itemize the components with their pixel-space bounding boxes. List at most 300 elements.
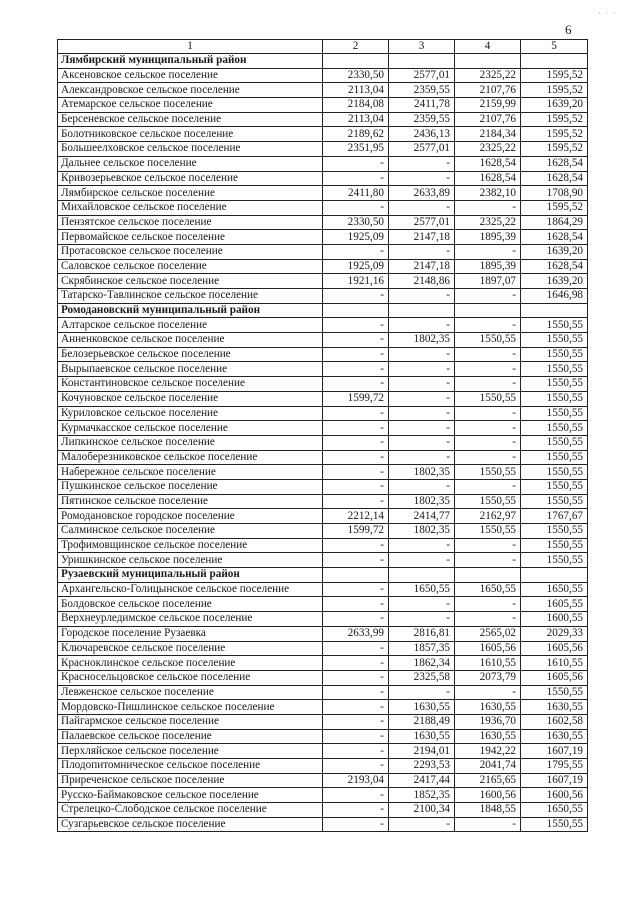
rate-value-col-2: - <box>323 612 389 627</box>
rate-value-col-3: 2577,01 <box>389 215 455 230</box>
rate-value-col-4: 2382,10 <box>455 186 521 201</box>
settlement-name: Ключаревское сельское поселение <box>58 641 323 656</box>
rate-value-col-5: 1550,55 <box>521 450 588 465</box>
rate-value-col-4: 2107,76 <box>455 83 521 98</box>
table-row <box>58 435 588 450</box>
rate-value-col-4: 2325,22 <box>455 68 521 83</box>
rate-value-col-3: 2147,18 <box>389 230 455 245</box>
rate-value-col-3: - <box>389 244 455 259</box>
rate-value-col-3: 2359,55 <box>389 112 455 127</box>
rate-value-col-3: 1630,55 <box>389 700 455 715</box>
table-row <box>58 421 588 436</box>
rate-value-col-5: 1595,52 <box>521 112 588 127</box>
rate-value-col-2: - <box>323 244 389 259</box>
section-empty-cell <box>521 303 588 318</box>
settlement-name: Саловское сельское поселение <box>58 259 323 274</box>
rate-value-col-3: 2147,18 <box>389 259 455 274</box>
rate-value-col-3: - <box>389 318 455 333</box>
rate-value-col-4: - <box>455 685 521 700</box>
rate-value-col-2: - <box>323 479 389 494</box>
section-empty-cell <box>323 54 389 69</box>
rate-value-col-4: - <box>455 450 521 465</box>
rate-value-col-2: - <box>323 729 389 744</box>
rate-value-col-3: - <box>389 156 455 171</box>
table-row <box>58 744 588 759</box>
rate-value-col-5: 1550,55 <box>521 391 588 406</box>
rate-value-col-3: 2188,49 <box>389 714 455 729</box>
rate-value-col-4: - <box>455 597 521 612</box>
table-row <box>58 230 588 245</box>
rate-value-col-4: - <box>455 817 521 832</box>
settlement-name: Болотниковское сельское поселение <box>58 127 323 142</box>
settlement-name: Алтарское сельское поселение <box>58 318 323 333</box>
rate-value-col-5: 1550,55 <box>521 318 588 333</box>
table-row <box>58 656 588 671</box>
district-title: Лямбирский муниципальный район <box>58 54 323 69</box>
rate-value-col-2: 2113,04 <box>323 112 389 127</box>
rate-value-col-5: 1550,55 <box>521 817 588 832</box>
rate-value-col-4: - <box>455 612 521 627</box>
rate-value-col-3: 1802,35 <box>389 465 455 480</box>
table-row <box>58 479 588 494</box>
rate-value-col-4: - <box>455 362 521 377</box>
rate-value-col-5: 1550,55 <box>521 406 588 421</box>
table-row <box>58 362 588 377</box>
rate-value-col-2: - <box>323 406 389 421</box>
rate-value-col-5: 1646,98 <box>521 289 588 304</box>
column-header-1: 1 <box>58 40 323 54</box>
rate-value-col-2: - <box>323 803 389 818</box>
rate-value-col-3: - <box>389 377 455 392</box>
rate-value-col-4: 1550,55 <box>455 494 521 509</box>
rate-value-col-5: 1550,55 <box>521 465 588 480</box>
section-empty-cell <box>455 54 521 69</box>
rate-value-col-4: 2325,22 <box>455 142 521 157</box>
settlement-name: Скрябинское сельское поселение <box>58 274 323 289</box>
rate-value-col-3: - <box>389 289 455 304</box>
table-row <box>58 788 588 803</box>
section-header-row <box>58 303 588 318</box>
settlement-name: Красноклинское сельское поселение <box>58 656 323 671</box>
table-row <box>58 112 588 127</box>
rate-value-col-5: 1550,55 <box>521 435 588 450</box>
settlement-name: Городское поселение Рузаевка <box>58 626 323 641</box>
rate-value-col-3: 1650,55 <box>389 582 455 597</box>
rate-value-col-3: 1802,35 <box>389 333 455 348</box>
settlement-name: Пензятское сельское поселение <box>58 215 323 230</box>
table-row <box>58 347 588 362</box>
rate-value-col-4: 1550,55 <box>455 333 521 348</box>
table-row <box>58 127 588 142</box>
section-header-row <box>58 54 588 69</box>
rate-value-col-3: - <box>389 391 455 406</box>
table-row <box>58 244 588 259</box>
rate-value-col-5: 1607,19 <box>521 744 588 759</box>
rate-value-col-3: 1857,35 <box>389 641 455 656</box>
table-row <box>58 156 588 171</box>
scan-mark: · · · <box>598 8 617 18</box>
table-row <box>58 553 588 568</box>
rate-value-col-2: 2193,04 <box>323 773 389 788</box>
table-row <box>58 700 588 715</box>
rate-value-col-2: - <box>323 347 389 362</box>
section-empty-cell <box>455 303 521 318</box>
table-row <box>58 83 588 98</box>
table-row <box>58 186 588 201</box>
rate-value-col-3: 2577,01 <box>389 142 455 157</box>
rate-value-col-4: - <box>455 318 521 333</box>
table-row <box>58 465 588 480</box>
rate-value-col-2: - <box>323 670 389 685</box>
rate-value-col-2: 2411,80 <box>323 186 389 201</box>
settlement-name: Белозерьевское сельское поселение <box>58 347 323 362</box>
rate-value-col-5: 1639,20 <box>521 274 588 289</box>
rate-value-col-5: 1650,55 <box>521 582 588 597</box>
rate-value-col-3: - <box>389 362 455 377</box>
rate-value-col-3: 1802,35 <box>389 494 455 509</box>
settlement-name: Михайловское сельское поселение <box>58 200 323 215</box>
rate-value-col-5: 1605,56 <box>521 641 588 656</box>
settlement-name: Кривозерьевское сельское поселение <box>58 171 323 186</box>
rate-value-col-4: 2073,79 <box>455 670 521 685</box>
rate-value-col-3: - <box>389 685 455 700</box>
rate-value-col-5: 1550,55 <box>521 421 588 436</box>
rate-value-col-2: 1925,09 <box>323 259 389 274</box>
rate-value-col-2: - <box>323 714 389 729</box>
settlement-name: Александровское сельское поселение <box>58 83 323 98</box>
rate-value-col-2: 2330,50 <box>323 215 389 230</box>
rate-value-col-2: 2184,08 <box>323 98 389 113</box>
rate-value-col-3: 2325,58 <box>389 670 455 685</box>
settlement-name: Трофимовщинское сельское поселение <box>58 538 323 553</box>
settlement-name: Стрелецко-Слободское сельское поселение <box>58 803 323 818</box>
settlement-name: Пушкинское сельское поселение <box>58 479 323 494</box>
rate-value-col-2: - <box>323 582 389 597</box>
rate-value-col-4: 2041,74 <box>455 759 521 774</box>
settlement-name: Лямбирское сельское поселение <box>58 186 323 201</box>
rate-value-col-2: - <box>323 759 389 774</box>
rate-value-col-4: 2184,34 <box>455 127 521 142</box>
settlement-name: Анненковское сельское поселение <box>58 333 323 348</box>
settlement-name: Малоберезниковское сельское поселение <box>58 450 323 465</box>
rate-value-col-3: - <box>389 479 455 494</box>
rate-value-col-5: 1605,55 <box>521 597 588 612</box>
table-row <box>58 670 588 685</box>
section-empty-cell <box>389 303 455 318</box>
rate-value-col-2: - <box>323 377 389 392</box>
rate-value-col-3: - <box>389 612 455 627</box>
settlement-name: Приреченское сельское поселение <box>58 773 323 788</box>
rate-value-col-4: 2162,97 <box>455 509 521 524</box>
rate-value-col-2: - <box>323 289 389 304</box>
rate-value-col-2: 1925,09 <box>323 230 389 245</box>
rate-value-col-3: - <box>389 347 455 362</box>
rate-value-col-4: - <box>455 435 521 450</box>
rate-value-col-3: 2100,34 <box>389 803 455 818</box>
page-number: 6 <box>565 22 572 37</box>
rate-value-col-3: 1852,35 <box>389 788 455 803</box>
rate-value-col-5: 1864,29 <box>521 215 588 230</box>
rate-value-col-2: 2351,95 <box>323 142 389 157</box>
rate-value-col-3: 2359,55 <box>389 83 455 98</box>
settlement-name: Мордовско-Пишлинское сельское поселение <box>58 700 323 715</box>
rate-value-col-4: 1630,55 <box>455 700 521 715</box>
rate-value-col-4: 1550,55 <box>455 391 521 406</box>
table-row <box>58 582 588 597</box>
rate-value-col-2: 2330,50 <box>323 68 389 83</box>
rate-value-col-3: 2436,13 <box>389 127 455 142</box>
rate-value-col-5: 1602,58 <box>521 714 588 729</box>
rate-value-col-5: 1550,55 <box>521 553 588 568</box>
table-row <box>58 406 588 421</box>
rate-value-col-4: 1628,54 <box>455 171 521 186</box>
settlement-name: Верхнеурледимское сельское поселение <box>58 612 323 627</box>
rate-value-col-4: 1610,55 <box>455 656 521 671</box>
rate-value-col-2: - <box>323 656 389 671</box>
rate-value-col-5: 1708,90 <box>521 186 588 201</box>
settlement-name: Плодопитомническое сельское поселение <box>58 759 323 774</box>
column-number-header-row <box>58 40 588 54</box>
rate-value-col-2: 1921,16 <box>323 274 389 289</box>
section-empty-cell <box>389 568 455 583</box>
rate-value-col-3: 2816,81 <box>389 626 455 641</box>
rate-value-col-2: - <box>323 450 389 465</box>
settlement-name: Набережное сельское поселение <box>58 465 323 480</box>
table-row <box>58 274 588 289</box>
rate-value-col-4: - <box>455 406 521 421</box>
rate-value-col-4: 1550,55 <box>455 524 521 539</box>
rate-value-col-5: 1628,54 <box>521 230 588 245</box>
rate-value-col-2: 2113,04 <box>323 83 389 98</box>
table-row <box>58 215 588 230</box>
rate-value-col-5: 1550,55 <box>521 362 588 377</box>
settlement-name: Салминское сельское поселение <box>58 524 323 539</box>
column-header-5: 5 <box>521 40 588 54</box>
rate-value-col-5: 1605,56 <box>521 670 588 685</box>
rate-value-col-4: 1942,22 <box>455 744 521 759</box>
settlement-name: Константиновское сельское поселение <box>58 377 323 392</box>
rate-value-col-4: 2165,65 <box>455 773 521 788</box>
rate-value-col-4: 1897,07 <box>455 274 521 289</box>
rate-value-col-2: - <box>323 553 389 568</box>
rate-value-col-4: 1895,39 <box>455 259 521 274</box>
rate-value-col-3: 2148,86 <box>389 274 455 289</box>
settlement-name: Кочуновское сельское поселение <box>58 391 323 406</box>
rate-value-col-3: 2577,01 <box>389 68 455 83</box>
rate-value-col-2: - <box>323 494 389 509</box>
table-row <box>58 626 588 641</box>
settlement-name: Палаевское сельское поселение <box>58 729 323 744</box>
settlement-name: Первомайское сельское поселение <box>58 230 323 245</box>
rate-value-col-2: - <box>323 685 389 700</box>
rate-value-col-3: - <box>389 171 455 186</box>
section-empty-cell <box>389 54 455 69</box>
table-row <box>58 597 588 612</box>
rate-value-col-2: - <box>323 538 389 553</box>
settlement-name: Русско-Баймаковское сельское поселение <box>58 788 323 803</box>
settlement-name: Дальнее сельское поселение <box>58 156 323 171</box>
settlement-name: Атемарское сельское поселение <box>58 98 323 113</box>
rate-value-col-5: 1795,55 <box>521 759 588 774</box>
table-row <box>58 538 588 553</box>
rate-value-col-3: - <box>389 421 455 436</box>
settlement-name: Уришкинское сельское поселение <box>58 553 323 568</box>
rate-value-col-3: - <box>389 538 455 553</box>
table-row <box>58 803 588 818</box>
table-row <box>58 524 588 539</box>
rate-value-col-5: 1639,20 <box>521 244 588 259</box>
settlement-rates-table <box>57 39 588 832</box>
rate-value-col-2: - <box>323 597 389 612</box>
rate-value-col-4: - <box>455 538 521 553</box>
settlement-name: Татарско-Тавлинское сельское поселение <box>58 289 323 304</box>
rate-value-col-3: - <box>389 450 455 465</box>
rate-value-col-3: 2411,78 <box>389 98 455 113</box>
settlement-name: Левженское сельское поселение <box>58 685 323 700</box>
rate-value-col-5: 1600,55 <box>521 612 588 627</box>
rate-value-col-4: - <box>455 421 521 436</box>
rate-value-col-2: - <box>323 641 389 656</box>
rate-value-col-5: 1628,54 <box>521 259 588 274</box>
settlement-name: Вырыпаевское сельское поселение <box>58 362 323 377</box>
rate-value-col-4: 1650,55 <box>455 582 521 597</box>
rate-value-col-4: 1628,54 <box>455 156 521 171</box>
rate-value-col-2: - <box>323 318 389 333</box>
table-row <box>58 171 588 186</box>
table-row <box>58 759 588 774</box>
section-header-row <box>58 568 588 583</box>
section-empty-cell <box>323 303 389 318</box>
rate-value-col-4: - <box>455 289 521 304</box>
rate-value-col-5: 1595,52 <box>521 83 588 98</box>
rate-value-col-2: - <box>323 700 389 715</box>
table-row <box>58 391 588 406</box>
rate-value-col-4: 2107,76 <box>455 112 521 127</box>
rate-value-col-2: - <box>323 744 389 759</box>
settlement-name: Берсеневское сельское поселение <box>58 112 323 127</box>
rate-value-col-5: 1595,52 <box>521 127 588 142</box>
rate-value-col-2: - <box>323 156 389 171</box>
settlement-name: Большеелховское сельское поселение <box>58 142 323 157</box>
rate-value-col-4: 1936,70 <box>455 714 521 729</box>
table-row <box>58 494 588 509</box>
rate-value-col-5: 2029,33 <box>521 626 588 641</box>
rate-value-col-3: 2293,53 <box>389 759 455 774</box>
rate-value-col-5: 1610,55 <box>521 656 588 671</box>
rate-value-col-2: - <box>323 362 389 377</box>
rate-value-col-5: 1630,55 <box>521 729 588 744</box>
rate-value-col-2: - <box>323 465 389 480</box>
table-row <box>58 259 588 274</box>
table-row <box>58 714 588 729</box>
rate-value-col-4: 1550,55 <box>455 465 521 480</box>
rate-value-col-5: 1650,55 <box>521 803 588 818</box>
rate-value-col-2: - <box>323 200 389 215</box>
rate-value-col-2: 1599,72 <box>323 391 389 406</box>
rate-value-col-4: 2565,02 <box>455 626 521 641</box>
table-row <box>58 509 588 524</box>
table-row <box>58 142 588 157</box>
settlement-name: Протасовское сельское поселение <box>58 244 323 259</box>
table-row <box>58 200 588 215</box>
rate-value-col-5: 1600,56 <box>521 788 588 803</box>
rate-value-col-5: 1550,55 <box>521 494 588 509</box>
rate-value-col-3: - <box>389 406 455 421</box>
column-header-3: 3 <box>389 40 455 54</box>
rate-value-col-3: 2414,77 <box>389 509 455 524</box>
rate-value-col-3: - <box>389 200 455 215</box>
table-row <box>58 641 588 656</box>
rate-value-col-5: 1639,20 <box>521 98 588 113</box>
table-row <box>58 729 588 744</box>
table-body <box>58 40 588 832</box>
rate-value-col-4: 2159,99 <box>455 98 521 113</box>
rate-value-col-5: 1595,52 <box>521 200 588 215</box>
column-header-4: 4 <box>455 40 521 54</box>
section-empty-cell <box>455 568 521 583</box>
rate-value-col-2: - <box>323 788 389 803</box>
rate-value-col-4: - <box>455 347 521 362</box>
rate-value-col-2: - <box>323 171 389 186</box>
rate-value-col-5: 1628,54 <box>521 171 588 186</box>
table-row <box>58 68 588 83</box>
table-row <box>58 685 588 700</box>
rate-value-col-4: - <box>455 553 521 568</box>
settlement-name: Липкинское сельское поселение <box>58 435 323 450</box>
rate-value-col-2: 2633,99 <box>323 626 389 641</box>
rate-value-col-2: 2212,14 <box>323 509 389 524</box>
rate-value-col-3: 2194,01 <box>389 744 455 759</box>
settlement-name: Перхляйское сельское поселение <box>58 744 323 759</box>
table-row <box>58 773 588 788</box>
rate-value-col-5: 1550,55 <box>521 524 588 539</box>
settlement-name: Курмачкасское сельское поселение <box>58 421 323 436</box>
rate-value-col-3: - <box>389 597 455 612</box>
rate-value-col-2: 1599,72 <box>323 524 389 539</box>
rate-value-col-5: 1550,55 <box>521 347 588 362</box>
settlement-name: Болдовское сельское поселение <box>58 597 323 612</box>
rate-value-col-5: 1595,52 <box>521 142 588 157</box>
rate-value-col-5: 1595,52 <box>521 68 588 83</box>
rate-value-col-5: 1550,55 <box>521 333 588 348</box>
rate-value-col-4: 1605,56 <box>455 641 521 656</box>
table-row <box>58 333 588 348</box>
rate-value-col-2: - <box>323 817 389 832</box>
rate-value-col-2: - <box>323 435 389 450</box>
settlement-name: Пятинское сельское поселение <box>58 494 323 509</box>
rate-value-col-5: 1550,55 <box>521 377 588 392</box>
rate-value-col-4: - <box>455 377 521 392</box>
rate-value-col-4: - <box>455 244 521 259</box>
section-empty-cell <box>521 568 588 583</box>
rate-value-col-4: - <box>455 200 521 215</box>
settlement-name: Куриловское сельское поселение <box>58 406 323 421</box>
rate-value-col-3: 1630,55 <box>389 729 455 744</box>
rate-value-col-2: - <box>323 421 389 436</box>
rate-value-col-4: 1848,55 <box>455 803 521 818</box>
rate-value-col-5: 1550,55 <box>521 479 588 494</box>
table-row <box>58 98 588 113</box>
rate-value-col-5: 1630,55 <box>521 700 588 715</box>
table-row <box>58 817 588 832</box>
rate-value-col-4: - <box>455 479 521 494</box>
rate-value-col-5: 1607,19 <box>521 773 588 788</box>
district-title: Рузаевский муниципальный район <box>58 568 323 583</box>
rate-value-col-4: 2325,22 <box>455 215 521 230</box>
settlement-name: Пайгармское сельское поселение <box>58 714 323 729</box>
section-empty-cell <box>323 568 389 583</box>
rate-value-col-3: 2417,44 <box>389 773 455 788</box>
